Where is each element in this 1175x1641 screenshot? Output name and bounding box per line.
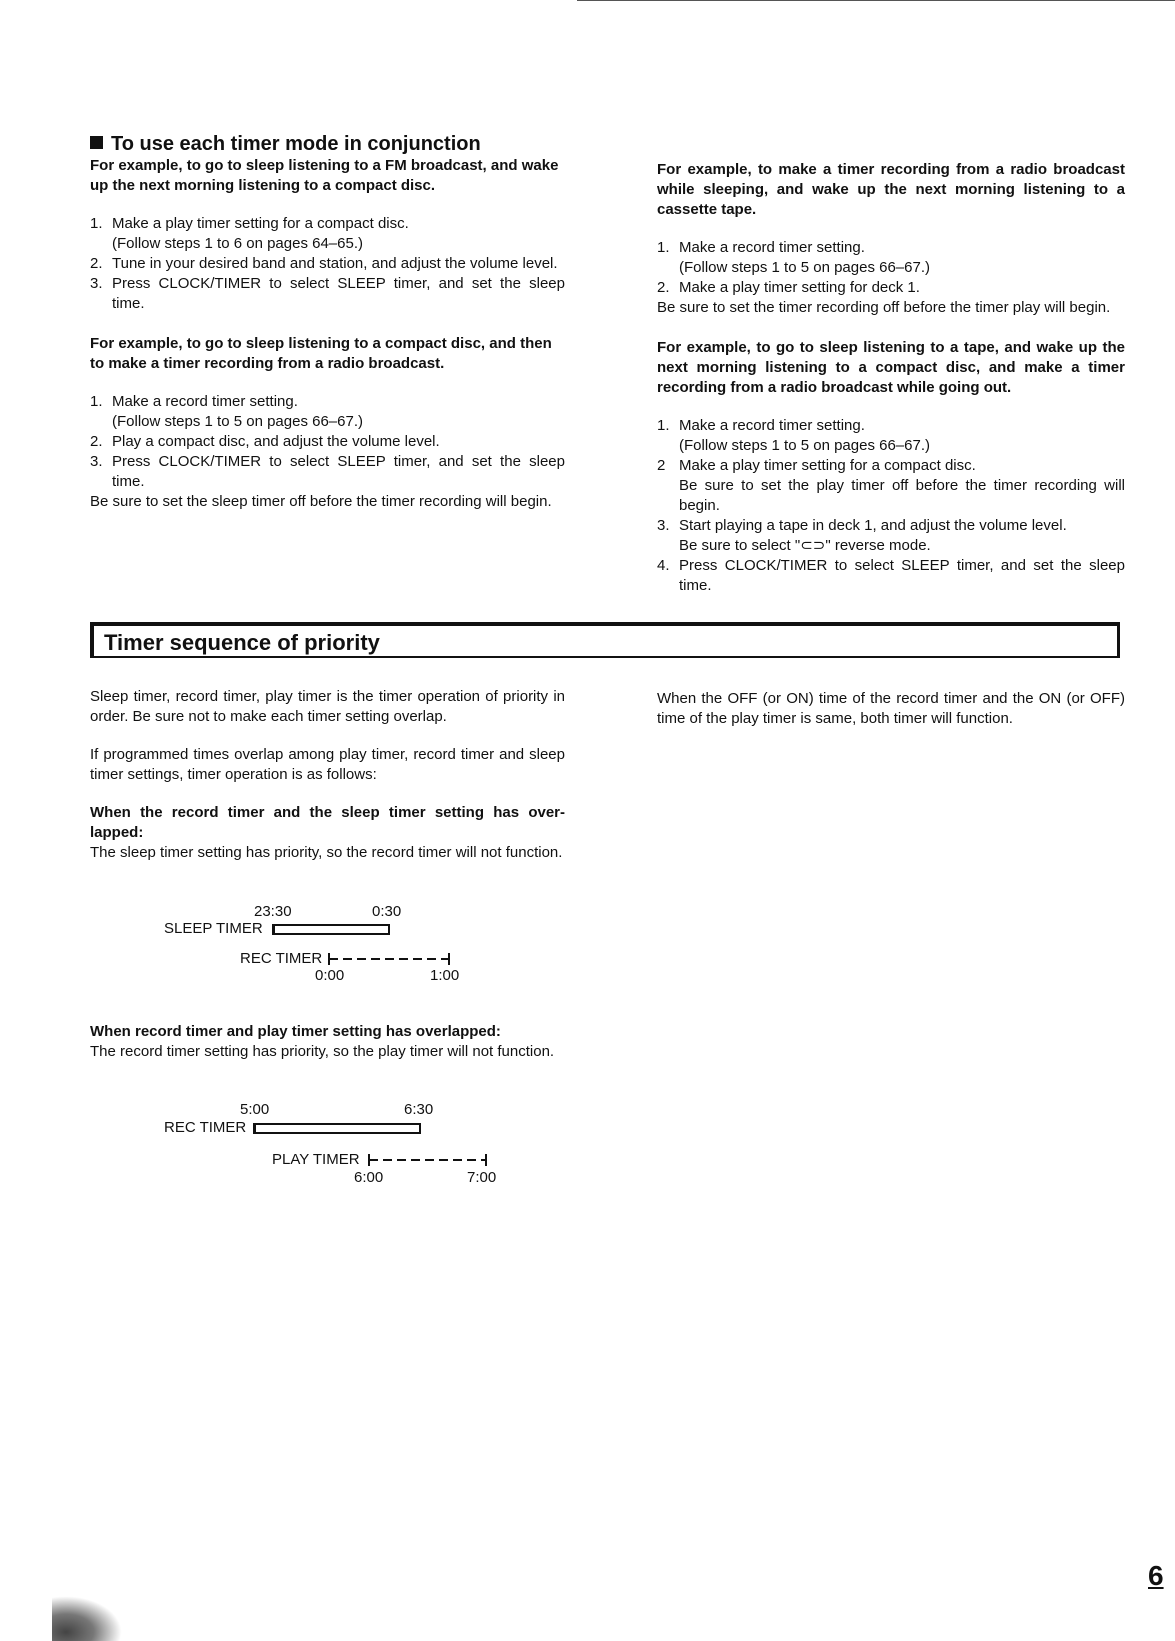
diagram2-top-start: 5:00	[240, 1101, 270, 1118]
same-time-paragraph: When the OFF (or ON) time of the record timer and the ON (or OFF) time of the play timer is same, both timer will function.	[657, 690, 1125, 727]
diagram1-top-start: 23:30	[254, 903, 292, 920]
example3-note: Be sure to set the timer recording off before the timer play will begin.	[657, 299, 1111, 316]
diagram1-bottom-label: REC TIMER	[240, 950, 323, 967]
overlap-paragraph: If programmed times overlap among play timer, record timer and sleep timer settings, timer operation is as follows:	[90, 746, 565, 783]
list-item: 1. Make a record timer setting. (Follow steps 1 to 5 on pages 66–67.)	[657, 417, 930, 454]
diagram2-top-label: REC TIMER	[164, 1119, 247, 1136]
example2-intro: For example, to go to sleep listening to a compact disc, and then to make a timer recording from a radio broadcast.	[90, 335, 552, 372]
list-item: 3. Press CLOCK/TIMER to select SLEEP timer, and set the sleep time.	[90, 275, 565, 312]
section2-right-column	[657, 689, 1125, 729]
list-item: 2. Make a play timer setting for deck 1.	[657, 279, 920, 296]
diagram1-top-end: 0:30	[372, 903, 402, 920]
diagram2-bottom-end: 7:00	[467, 1169, 497, 1186]
sleep-timer-bar	[272, 924, 390, 935]
list-item: 2. Play a compact disc, and adjust the volume level.	[90, 433, 440, 450]
list-item: 2. Tune in your desired band and station, and adjust the volume level.	[90, 255, 558, 272]
rec-timer-bar	[253, 1123, 421, 1134]
example3-steps	[657, 238, 1125, 298]
example1-intro: For example, to go to sleep listening to a FM broadcast, and wake up the next morning listening to a compact disc.	[90, 157, 559, 194]
priority-paragraph: Sleep timer, record timer, play timer is the timer operation of priority in order. Be sure not to make each timer setting overlap.	[90, 688, 565, 725]
list-item: 3. Start playing a tape in deck 1, and adjust the volume level. Be sure to select "⊂⊃" reverse mode.	[657, 517, 1067, 554]
list-item: 1. Make a play timer setting for a compact disc. (Follow steps 1 to 6 on pages 64–65.)	[90, 215, 409, 252]
square-bullet-icon	[90, 136, 103, 149]
scan-top-rule	[577, 0, 1175, 1]
section1-heading: To use each timer mode in conjunction	[90, 132, 565, 156]
case1-text: The sleep timer setting has priority, so the record timer will not function.	[90, 844, 563, 861]
case1-heading: When the record timer and the sleep timer setting has over-lapped:	[90, 804, 565, 841]
example2-note: Be sure to set the sleep timer off before the timer recording will begin.	[90, 493, 552, 510]
case2-text: The record timer setting has priority, so the play timer will not function.	[90, 1043, 555, 1060]
example2-steps	[90, 392, 565, 492]
list-item: 1. Make a record timer setting. (Follow steps 1 to 5 on pages 66–67.)	[657, 239, 930, 276]
example4-steps	[657, 416, 1125, 596]
example1-steps	[90, 214, 565, 314]
section2-title: Timer sequence of priority	[104, 630, 380, 655]
page-number: 6	[1148, 1560, 1164, 1591]
play-timer-dashed-span	[368, 1152, 488, 1168]
diagram1-bottom-start: 0:00	[315, 967, 345, 984]
case2-heading: When record timer and play timer setting has overlapped:	[90, 1023, 501, 1040]
diagram2-top-end: 6:30	[404, 1101, 434, 1118]
diagram2-bottom-start: 6:00	[354, 1169, 384, 1186]
section2-left-column	[90, 687, 565, 863]
diagram1-bottom-end: 1:00	[430, 967, 460, 984]
list-item: 1. Make a record timer setting. (Follow steps 1 to 5 on pages 66–67.)	[90, 393, 363, 430]
example3-intro: For example, to make a timer recording from a radio broadcast while sleeping, and wake up the next morning listening to a cassette tape.	[657, 161, 1125, 218]
section1-left-column	[90, 132, 565, 512]
list-item: 4. Press CLOCK/TIMER to select SLEEP timer, and set the sleep time.	[657, 557, 1125, 594]
scan-corner-smudge	[52, 1596, 122, 1641]
list-item: 2 Make a play timer setting for a compact disc. Be sure to set the play timer off before the timer recording will begin.	[657, 457, 1125, 514]
diagram2-bottom-label: PLAY TIMER	[272, 1151, 360, 1168]
example4-intro: For example, to go to sleep listening to a tape, and wake up the next morning listening to a compact disc, and make a timer recording from a radio broadcast while going out.	[657, 339, 1125, 396]
section2-case2	[90, 1022, 565, 1062]
section2-title-banner	[90, 622, 1120, 658]
list-item: 3. Press CLOCK/TIMER to select SLEEP timer, and set the sleep time.	[90, 453, 565, 490]
section1-right-column	[657, 160, 1125, 596]
diagram1-top-label: SLEEP TIMER	[164, 920, 263, 937]
rec-timer-dashed-span	[328, 951, 451, 967]
